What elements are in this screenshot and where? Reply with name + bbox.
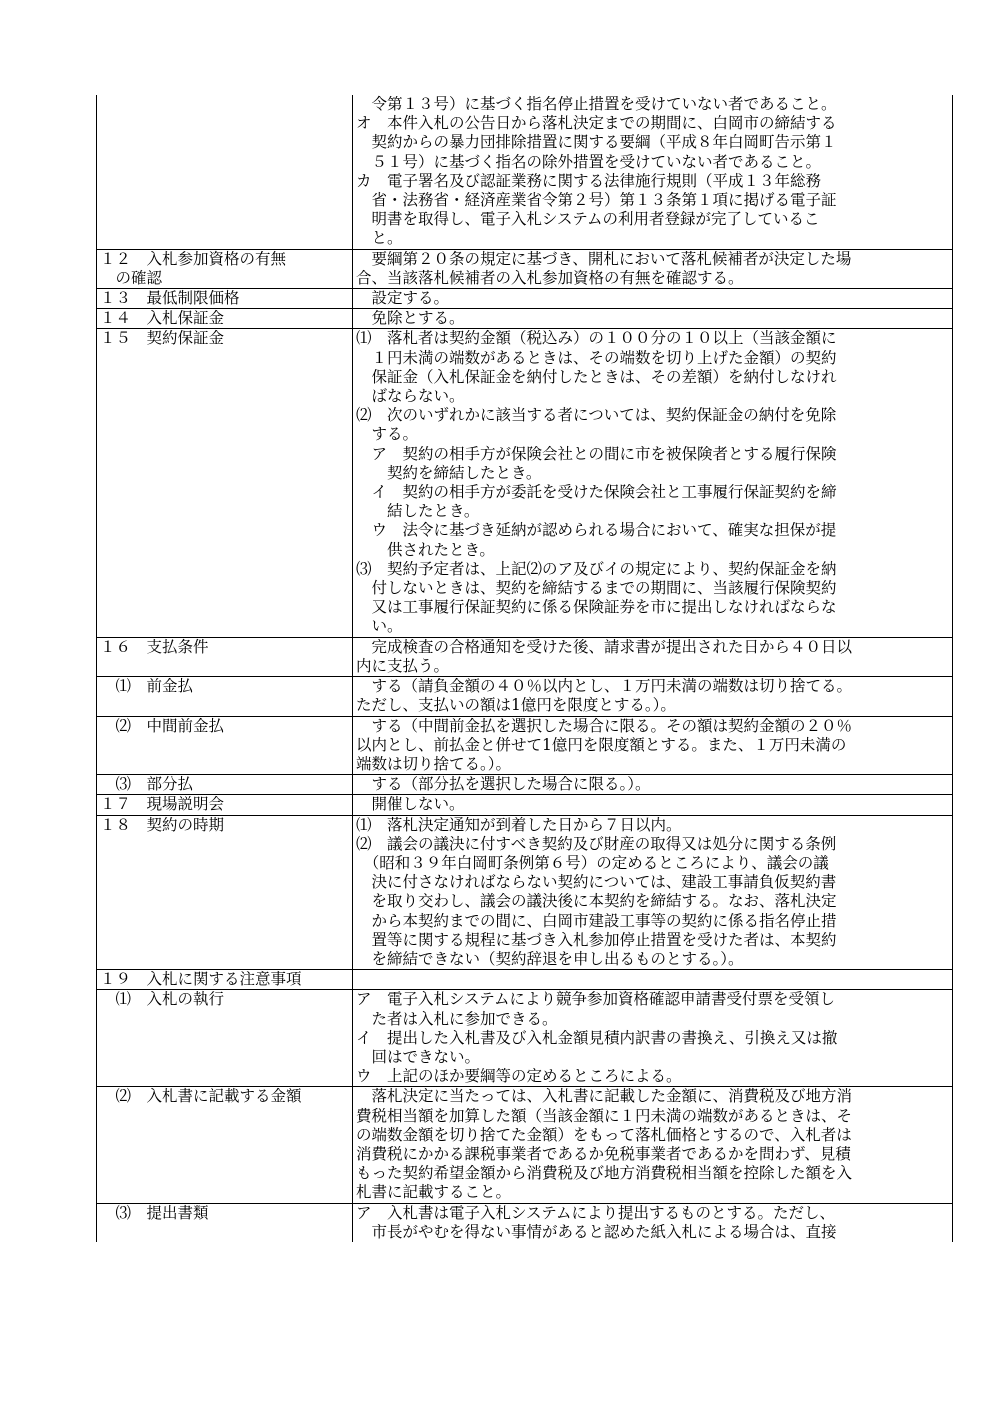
content-line: する（請負金額の４０％以内とし、１万円未満の端数は切り捨てる。 <box>356 677 853 696</box>
content-line: 保証金（入札保証金を納付したときは、その差額）を納付しなけれ <box>356 367 837 386</box>
content-line: ばならない。 <box>356 387 465 406</box>
content-line: 供されたとき。 <box>356 540 495 559</box>
content-line: 設定する。 <box>356 289 450 308</box>
content-line: 免除とする。 <box>356 309 465 328</box>
table-row <box>97 289 953 309</box>
row-label-line: ⑶ 部分払 <box>100 775 194 794</box>
row-label-line: １９ 入札に関する注意事項 <box>100 970 302 989</box>
content-line: を締結できない（契約辞退を申し出るものとする。）。 <box>356 949 744 968</box>
row-label-cell <box>97 1203 353 1242</box>
content-line: 札書に記載すること。 <box>356 1183 512 1202</box>
content-line: から本契約までの間に、白岡市建設工事等の契約に係る指名停止措 <box>356 911 837 930</box>
content-line: ⑵ 議会の議決に付すべき契約及び財産の取得又は処分に関する条例 <box>356 834 837 853</box>
row-content-cell <box>353 795 953 815</box>
content-line: 省・法務省・経済産業省令第２号）第１３条第１項に掲げる電子証 <box>356 191 837 210</box>
row-label-cell <box>97 677 353 716</box>
content-line: の端数金額を切り捨てた金額）をもって落札価格とするので、入札者は <box>356 1125 852 1144</box>
content-line: 落札決定に当たっては、入札書に記載した金額に、消費税及び地方消 <box>356 1087 853 1106</box>
content-line: 要綱第２０条の規定に基づき、開札において落札候補者が決定した場 <box>356 249 852 268</box>
content-line: を取り交わし、議会の議決後に本契約を締結する。なお、落札決定 <box>356 892 837 911</box>
content-line: 契約からの暴力団排除措置に関する要綱（平成８年白岡町告示第１ <box>356 133 837 152</box>
row-label-line: ⑴ 前金払 <box>100 677 194 696</box>
row-content-cell <box>353 677 953 716</box>
row-content-cell <box>353 309 953 329</box>
content-line: 結したとき。 <box>356 502 480 521</box>
content-line: 完成検査の合格通知を受けた後、請求書が提出された日から４０日以 <box>356 637 853 656</box>
table-row <box>97 95 953 249</box>
row-label-cell <box>97 637 353 676</box>
table-row <box>97 309 953 329</box>
content-line: た者は入札に参加できる。 <box>356 1009 558 1028</box>
content-line: 市長がやむを得ない事情があると認めた紙入札による場合は、直接 <box>356 1222 837 1241</box>
row-label-line: の確認 <box>100 268 163 287</box>
row-label-cell <box>97 815 353 970</box>
content-line: 決に付さなければならない契約については、建設工事請負仮契約書 <box>356 873 837 892</box>
row-label-line: ⑵ 入札書に記載する金額 <box>100 1087 302 1106</box>
table-row <box>97 1203 953 1242</box>
table-row <box>97 795 953 815</box>
content-line: イ 契約の相手方が委託を受けた保険会社と工事履行保証契約を締 <box>356 483 837 502</box>
content-line: ア 入札書は電子入札システムにより提出するものとする。ただし、 <box>356 1203 835 1222</box>
table-row <box>97 775 953 795</box>
content-line: ウ 上記のほか要綱等の定めるところによる。 <box>356 1067 682 1086</box>
content-line: ただし、支払いの額は1億円を限度とする。）。 <box>356 696 676 715</box>
row-label-cell <box>97 289 353 309</box>
row-label-line: １６ 支払条件 <box>100 637 209 656</box>
row-label-line: １５ 契約保証金 <box>100 329 225 348</box>
content-line: 付しないときは、契約を締結するまでの期間に、当該履行保険契約 <box>356 579 837 598</box>
content-line: ア 契約の相手方が保険会社との間に市を被保険者とする履行保険 <box>356 444 837 463</box>
row-label-cell <box>97 990 353 1087</box>
content-line: 契約を締結したとき。 <box>356 463 542 482</box>
row-label-line: １３ 最低制限価格 <box>100 289 240 308</box>
tender-conditions-table <box>96 95 953 1242</box>
content-line: ⑵ 次のいずれかに該当する者については、契約保証金の納付を免除 <box>356 406 837 425</box>
content-line: ⑴ 落札決定通知が到着した日から７日以内。 <box>356 815 682 834</box>
content-line <box>356 970 950 989</box>
table-row <box>97 249 953 288</box>
content-line: 端数は切り捨てる。）。 <box>356 754 512 773</box>
row-content-cell <box>353 95 953 249</box>
content-line: 令第１３号）に基づく指名停止措置を受けていない者であること。 <box>356 95 837 113</box>
table-row <box>97 716 953 775</box>
content-line: 消費税にかかる課税事業者であるか免税事業者であるかを問わず、見積 <box>356 1144 851 1163</box>
content-line: ⑶ 契約予定者は、上記⑵のア及びイの規定により、契約保証金を納 <box>356 559 837 578</box>
table-row <box>97 1087 953 1203</box>
content-line: １円未満の端数があるときは、その端数を切り上げた金額）の契約 <box>356 348 837 367</box>
content-line: 合、当該落札候補者の入札参加資格の有無を確認する。 <box>356 268 744 287</box>
row-label-cell <box>97 329 353 637</box>
row-content-cell <box>353 716 953 775</box>
content-line: もった契約希望金額から消費税及び地方消費税相当額を控除した額を入 <box>356 1164 853 1183</box>
content-line: する（部分払を選択した場合に限る。）。 <box>356 775 651 794</box>
content-line: 明書を取得し、電子入札システムの利用者登録が完了しているこ <box>356 210 820 229</box>
row-label-cell <box>97 970 353 990</box>
content-line: い。 <box>356 617 403 636</box>
row-content-cell <box>353 970 953 990</box>
table-row <box>97 970 953 990</box>
row-content-cell <box>353 990 953 1087</box>
row-label-line: １２ 入札参加資格の有無 <box>100 249 287 268</box>
row-label-cell <box>97 716 353 775</box>
row-content-cell <box>353 329 953 637</box>
table-row <box>97 815 953 970</box>
row-label-cell <box>97 249 353 288</box>
document-page <box>96 95 952 1242</box>
row-label-cell <box>97 775 353 795</box>
content-line: イ 提出した入札書及び入札金額見積内訳書の書換え、引換え又は撤 <box>356 1028 838 1047</box>
row-content-cell <box>353 637 953 676</box>
content-line: 開催しない。 <box>356 795 465 814</box>
row-label-line: １７ 現場説明会 <box>100 795 225 814</box>
row-label-cell <box>97 1087 353 1203</box>
row-label-line: １４ 入札保証金 <box>100 309 225 328</box>
content-line: ア 電子入札システムにより競争参加資格確認申請書受付票を受領し <box>356 990 835 1009</box>
row-content-cell <box>353 775 953 795</box>
row-content-cell <box>353 1203 953 1242</box>
row-label-line: ⑴ 入札の執行 <box>100 990 225 1009</box>
row-content-cell <box>353 1087 953 1203</box>
row-content-cell <box>353 815 953 970</box>
table-row <box>97 637 953 676</box>
row-label-cell <box>97 795 353 815</box>
content-line: 以内とし、前払金と併せて1億円を限度額とする。また、１万円未満の <box>356 735 847 754</box>
row-content-cell <box>353 289 953 309</box>
row-label-cell <box>97 95 353 249</box>
content-line: 置等に関する規程に基づき入札参加停止措置を受けた者は、本契約 <box>356 930 837 949</box>
content-line: ５１号）に基づく指名の除外措置を受けていない者であること。 <box>356 152 822 171</box>
content-line: カ 電子署名及び認証業務に関する法律施行規則（平成１３年総務 <box>356 171 822 190</box>
table-row <box>97 329 953 637</box>
content-line: オ 本件入札の公告日から落札決定までの期間に、白岡市の締結する <box>356 114 837 133</box>
content-line: 回はできない。 <box>356 1047 481 1066</box>
content-line: 内に支払う。 <box>356 656 450 675</box>
content-line: 又は工事履行保証契約に係る保険証券を市に提出しなければならな <box>356 598 837 617</box>
row-label-line: ⑵ 中間前金払 <box>100 716 225 735</box>
content-line: 費税相当額を加算した額（当該金額に１円未満の端数があるときは、そ <box>356 1106 853 1125</box>
table-body <box>97 95 953 1242</box>
content-line: する（中間前金払を選択した場合に限る。その額は契約金額の２０％ <box>356 716 853 735</box>
row-label-line: １８ 契約の時期 <box>100 815 225 834</box>
row-label-line: ⑶ 提出書類 <box>100 1203 209 1222</box>
content-line: と。 <box>356 229 403 248</box>
row-content-cell <box>353 249 953 288</box>
table-row <box>97 990 953 1087</box>
content-line: （昭和３９年白岡町条例第６号）の定めるところにより、議会の議 <box>356 853 829 872</box>
content-line: ⑴ 落札者は契約金額（税込み）の１００分の１０以上（当該金額に <box>356 329 837 348</box>
row-label-cell <box>97 309 353 329</box>
content-line: ウ 法令に基づき延納が認められる場合において、確実な担保が提 <box>356 521 837 540</box>
table-row <box>97 677 953 716</box>
content-line: する。 <box>356 425 419 444</box>
